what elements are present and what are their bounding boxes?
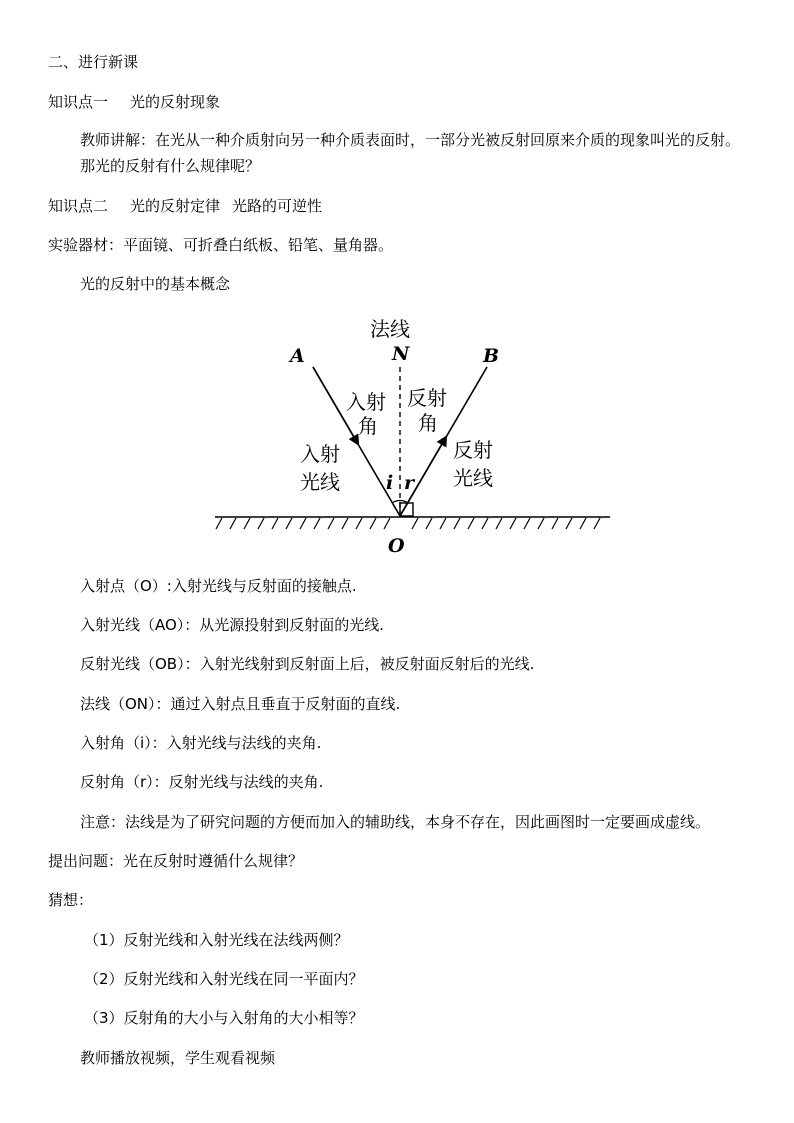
kp1-title: 光的反射现象 bbox=[130, 93, 221, 111]
kp2-title2: 光路的可逆性 bbox=[232, 197, 323, 215]
equipment-line: 实验器材：平面镜、可折叠白纸板、铅笔、量角器。 bbox=[48, 236, 394, 254]
question-line: 提出问题：光在反射时遵循什么规律？ bbox=[48, 852, 304, 870]
label-r: r bbox=[404, 472, 415, 494]
lecture-paragraph: 教师讲解：在光从一种介质射向另一种介质表面时，一部分光被反射回原来介质的现象叫光的反射。那光的反射有什么规律呢？ bbox=[80, 131, 741, 175]
incident-angle-label-2: 角 bbox=[358, 414, 378, 438]
label-i: i bbox=[386, 472, 394, 494]
definition-item: 法线（ON）：通过入射点且垂直于反射面的直线. bbox=[80, 695, 401, 713]
reflection-diagram bbox=[0, 300, 794, 560]
section-title: 二、进行新课 bbox=[48, 53, 139, 71]
kp2-title: 光的反射定律 bbox=[130, 197, 221, 215]
reflect-angle-label-2: 角 bbox=[418, 411, 438, 435]
incident-angle-label-1: 入射 bbox=[346, 390, 386, 414]
definition-item: 反射光线（OB）：入射光线射到反射面上后，被反射面反射后的光线. bbox=[80, 655, 535, 673]
guess-item: （3）反射角的大小与入射角的大小相等？ bbox=[84, 1009, 364, 1027]
label-N: N bbox=[392, 343, 410, 365]
label-A: A bbox=[290, 345, 305, 367]
reflect-angle-label-1: 反射 bbox=[407, 386, 447, 410]
definition-item: 反射角（r）：反射光线与法线的夹角. bbox=[80, 773, 324, 791]
reflect-ray-label-1: 反射 bbox=[453, 438, 493, 462]
label-O: O bbox=[388, 535, 405, 557]
guess-title: 猜想： bbox=[48, 891, 94, 909]
incident-ray-label-2: 光线 bbox=[300, 470, 340, 494]
mirror-hatching bbox=[216, 518, 600, 529]
video-line: 教师播放视频，学生观看视频 bbox=[80, 1049, 276, 1067]
definition-item: 入射角（i）：入射光线与法线的夹角. bbox=[80, 734, 322, 752]
guess-item: （2）反射光线和入射光线在同一平面内？ bbox=[84, 970, 364, 988]
reflect-ray-label-2: 光线 bbox=[453, 466, 493, 490]
normal-label: 法线 bbox=[370, 317, 410, 341]
concepts-title: 光的反射中的基本概念 bbox=[80, 275, 231, 293]
kp1-label: 知识点一 bbox=[48, 93, 109, 111]
incident-ray-label-1: 入射 bbox=[300, 442, 340, 466]
definition-item: 入射光线（AO）：从光源投射到反射面的光线. bbox=[80, 616, 385, 634]
guess-item: （1）反射光线和入射光线在法线两侧？ bbox=[84, 931, 349, 949]
label-B: B bbox=[483, 345, 500, 367]
kp2-label: 知识点二 bbox=[48, 197, 109, 215]
note-line: 注意：法线是为了研究问题的方便而加入的辅助线，本身不存在，因此画图时一定要画成虚线。 bbox=[80, 813, 711, 831]
knowledge-point-1 bbox=[48, 92, 220, 112]
knowledge-point-2 bbox=[48, 196, 322, 216]
definition-item: 入射点（O）:入射光线与反射面的接触点. bbox=[80, 577, 357, 595]
